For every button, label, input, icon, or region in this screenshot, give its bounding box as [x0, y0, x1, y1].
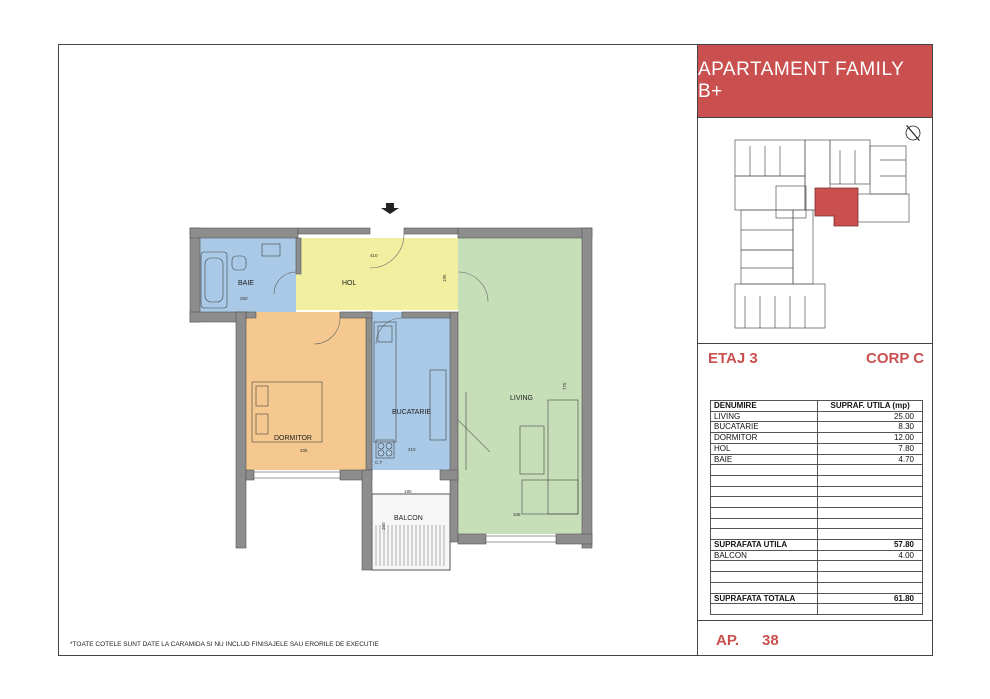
- table-cell-name: LIVING: [711, 411, 818, 422]
- table-row-empty: [711, 497, 923, 508]
- room-label-hol: HOL: [342, 280, 357, 287]
- table-cell-value: 4.70: [818, 454, 923, 465]
- table-row: [711, 454, 923, 465]
- balcony-area-label: BALCON: [711, 550, 818, 561]
- useful-area-value: 57.80: [818, 540, 923, 551]
- room-fill-hol: [296, 238, 458, 310]
- table-row-empty: [711, 465, 923, 476]
- table-header-area: SUPRAF. UTILA (mp): [818, 401, 923, 412]
- table-cell-name: BAIE: [711, 454, 818, 465]
- floor-label: ETAJ 3: [708, 350, 758, 367]
- table-cell-name: DORMITOR: [711, 433, 818, 444]
- dim-living-width: 335: [513, 512, 521, 517]
- dim-baie-width: 250: [240, 296, 248, 301]
- footnote: *TOATE COTELE SUNT DATE LA CARAMIDA SI NU INCLUD FINISAJELE SAU ERORILE DE EXECUTIE: [70, 641, 379, 648]
- table-row-empty: [711, 561, 923, 572]
- dim-balcon-width: 180: [404, 489, 412, 494]
- table-row-empty: [711, 604, 923, 615]
- label-ct: C.T: [375, 460, 383, 465]
- table-row-empty: [711, 529, 923, 540]
- table-cell-value: 7.80: [818, 443, 923, 454]
- table-row-empty: [711, 582, 923, 593]
- dim-living-height: 775: [562, 382, 567, 390]
- table-cell-value: 12.00: [818, 433, 923, 444]
- table-cell-value: 8.30: [818, 422, 923, 433]
- dim-hol-width: 410: [370, 253, 378, 258]
- table-header-name: DENUMIRE: [711, 401, 818, 412]
- page-title: APARTAMENT FAMILY B+: [698, 59, 904, 102]
- room-label-living: LIVING: [510, 395, 533, 402]
- table-header: [711, 401, 923, 412]
- table-cell-name: BUCATARIE: [711, 422, 818, 433]
- table-row: [711, 422, 923, 433]
- table-row: [711, 443, 923, 454]
- room-label-baie: BAIE: [238, 280, 254, 287]
- table-cell-name: HOL: [711, 443, 818, 454]
- dim-bucatarie-width: 210: [408, 447, 416, 452]
- table-row: [711, 411, 923, 422]
- total-area-value: 61.80: [818, 593, 923, 604]
- table-row: [711, 433, 923, 444]
- apartment-label: AP.: [716, 632, 740, 649]
- room-fill-dormitor: [246, 312, 366, 470]
- total-area-label: SUPRAFATA TOTALA: [711, 593, 818, 604]
- table-row-total: [711, 593, 923, 604]
- dim-dormitor-width: 335: [300, 448, 308, 453]
- table-row-empty: [711, 518, 923, 529]
- table-row-empty: [711, 475, 923, 486]
- balcony-area-value: 4.00: [818, 550, 923, 561]
- area-table: [710, 400, 923, 615]
- building-label: CORP C: [866, 350, 925, 367]
- table-row-empty: [711, 486, 923, 497]
- table-cell-value: 25.00: [818, 411, 923, 422]
- room-label-bucatarie: BUCATARIE: [392, 409, 432, 416]
- table-row-useful-total: [711, 540, 923, 551]
- room-label-balcon: BALCON: [394, 515, 423, 522]
- balcony-area: [372, 494, 450, 570]
- dim-balcon-height: 250: [381, 522, 386, 530]
- table-row-empty: [711, 572, 923, 583]
- table-row-balcony: [711, 550, 923, 561]
- entrance-arrow-icon: [381, 208, 399, 214]
- table-row-empty: [711, 507, 923, 518]
- dim-hol-height: 195: [442, 274, 447, 282]
- useful-area-label: SUPRAFATA UTILA: [711, 540, 818, 551]
- room-label-dormitor: DORMITOR: [274, 435, 312, 442]
- apartment-number: 38: [762, 632, 779, 649]
- room-fill-baie: [200, 238, 296, 312]
